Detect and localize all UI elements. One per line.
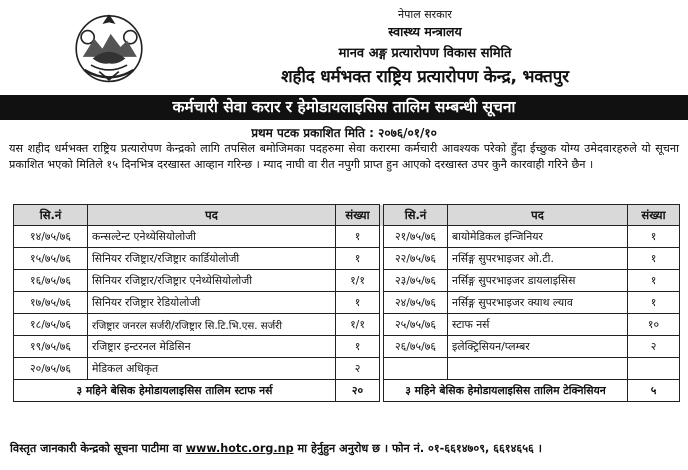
center-name: शहीद धर्मभक्त राष्ट्रिय प्रत्यारोपण केन्द्र, भक्तपुर: [281, 67, 569, 87]
left-post: कन्सल्टेन्ट एनेथ्येसियोलोजी: [88, 226, 336, 248]
left-post: रजिष्ट्रार इन्टरनल मेडिसिन: [88, 336, 336, 358]
right-post: नर्सिङ्ग सुपरभाइजर क्याथ ल्याव: [448, 292, 628, 314]
right-count: [628, 358, 680, 380]
right-post: नर्सिङ्ग सुपरभाइजर ओ.टी.: [448, 248, 628, 270]
left-count: १: [336, 336, 380, 358]
right-sn: २५/७५/७६: [384, 314, 448, 336]
left-count: २: [336, 358, 380, 380]
left-count: १: [336, 226, 380, 248]
right-sn: २३/७५/७६: [384, 270, 448, 292]
training-staff-nurse-count: २०: [336, 380, 380, 402]
letterhead: [0, 0, 688, 100]
table-row: [14, 248, 680, 270]
left-post: सिनियर रजिष्ट्रार रेडियोलोजी: [88, 292, 336, 314]
table-row: [14, 226, 680, 248]
left-count: १: [336, 292, 380, 314]
right-post: नर्सिङ्ग सुपरभाइजर डायलाइसिस: [448, 270, 628, 292]
table-row: [14, 314, 680, 336]
ministry-name: स्वास्थ्य मन्त्रालय: [388, 24, 462, 39]
training-technician-count: ५: [628, 380, 680, 402]
header-count: संख्या: [628, 205, 680, 226]
left-post: सिनियर रजिष्ट्रार/रजिष्ट्रार एनेथ्येसियोलोजी: [88, 270, 336, 292]
table-row: [14, 270, 680, 292]
header-post: पद: [88, 205, 336, 226]
right-post: स्टाफ नर्स: [448, 314, 628, 336]
left-count: १/१: [336, 314, 380, 336]
training-technician: ३ महिने बेसिक हेमोडायलाइसिस तालिम टेक्निसियन: [384, 380, 628, 402]
left-count: १/१: [336, 270, 380, 292]
left-sn: १७/७५/७६: [14, 292, 88, 314]
right-count: १: [628, 226, 680, 248]
left-post: मेडिकल अधिकृत: [88, 358, 336, 380]
right-post: बायोमेडिकल इन्जिनियर: [448, 226, 628, 248]
nepal-government-emblem-icon: [68, 6, 150, 88]
publication-date: प्रथम पटक प्रकाशित मिति : २०७६/०१/१०: [251, 126, 437, 140]
training-row: [14, 380, 680, 402]
left-sn: १४/७५/७६: [14, 226, 88, 248]
notice-title: कर्मचारी सेवा करार र हेमोडायलाइसिस तालिम सम्बन्धी सूचना: [0, 95, 688, 120]
header-sn: सि.नं: [14, 205, 88, 226]
footer-contact: [10, 441, 678, 456]
table-row: [14, 292, 680, 314]
government-name: नेपाल सरकार: [398, 8, 452, 21]
left-sn: २०/७५/७६: [14, 358, 88, 380]
left-sn: १८/७५/७६: [14, 314, 88, 336]
right-sn: [384, 358, 448, 380]
right-post: [448, 358, 628, 380]
right-count: २: [628, 336, 680, 358]
right-sn: २४/७५/७६: [384, 292, 448, 314]
right-sn: २२/७५/७६: [384, 248, 448, 270]
left-post: सिनियर रजिष्ट्रार/रजिष्ट्रार कार्डियोलोजी: [88, 248, 336, 270]
footer-text-after: मा हेर्नुहुन अनुरोध छ । फोन नं. ०१-६६१४७०९, ६६१४६५६ ।: [293, 442, 543, 455]
header-count: संख्या: [336, 205, 380, 226]
header-sn: सि.नं: [384, 205, 448, 226]
left-sn: १९/७५/७६: [14, 336, 88, 358]
right-count: १: [628, 292, 680, 314]
right-post: इलेक्ट्रिसियन/प्लम्बर: [448, 336, 628, 358]
right-sn: २१/७५/७६: [384, 226, 448, 248]
right-count: १०: [628, 314, 680, 336]
table-row: [14, 336, 680, 358]
left-sn: १५/७५/७६: [14, 248, 88, 270]
right-count: १: [628, 248, 680, 270]
header-post: पद: [448, 205, 628, 226]
left-post: रजिष्ट्रार जनरल सर्जरी/रजिष्ट्रार सि.टि.भि.एस. सर्जरी: [88, 314, 336, 336]
right-count: १: [628, 270, 680, 292]
left-sn: १६/७५/७६: [14, 270, 88, 292]
training-staff-nurse: ३ महिने बेसिक हेमोडायलाइसिस तालिम स्टाफ नर्स: [14, 380, 336, 402]
table-header-row: [14, 205, 680, 226]
table-row: [14, 358, 680, 380]
left-count: १: [336, 248, 380, 270]
footer-text-before: विस्तृत जानकारी केन्द्रको सूचना पाटीमा वा: [10, 442, 186, 455]
notice-paragraph: यस शहीद धर्मभक्त राष्ट्रिय प्रत्यारोपण केन्द्रको लागि तपसिल बमोजिमका पदहरुमा सेवा करारमा कर्मचारी आवश्यक परेको हुँदा ईच्छुक योग्य उमेदवारहरुले यो सूचना प्रकाशित भएको मितिले १५ दिनभित्र दरखास्त आव्हान गरिन्छ । म्याद नाघी वा रीत नपुगी प्राप्त हुन आएको दरखास्त उपर कुनै कारवाही गरिने छैन ।: [9, 142, 679, 171]
right-sn: २६/७५/७६: [384, 336, 448, 358]
committee-name: मानव अङ्ग प्रत्यारोपण विकास समिति: [338, 46, 512, 61]
vacancy-table: [13, 204, 680, 402]
website-link[interactable]: www.hotc.org.np: [185, 442, 294, 455]
